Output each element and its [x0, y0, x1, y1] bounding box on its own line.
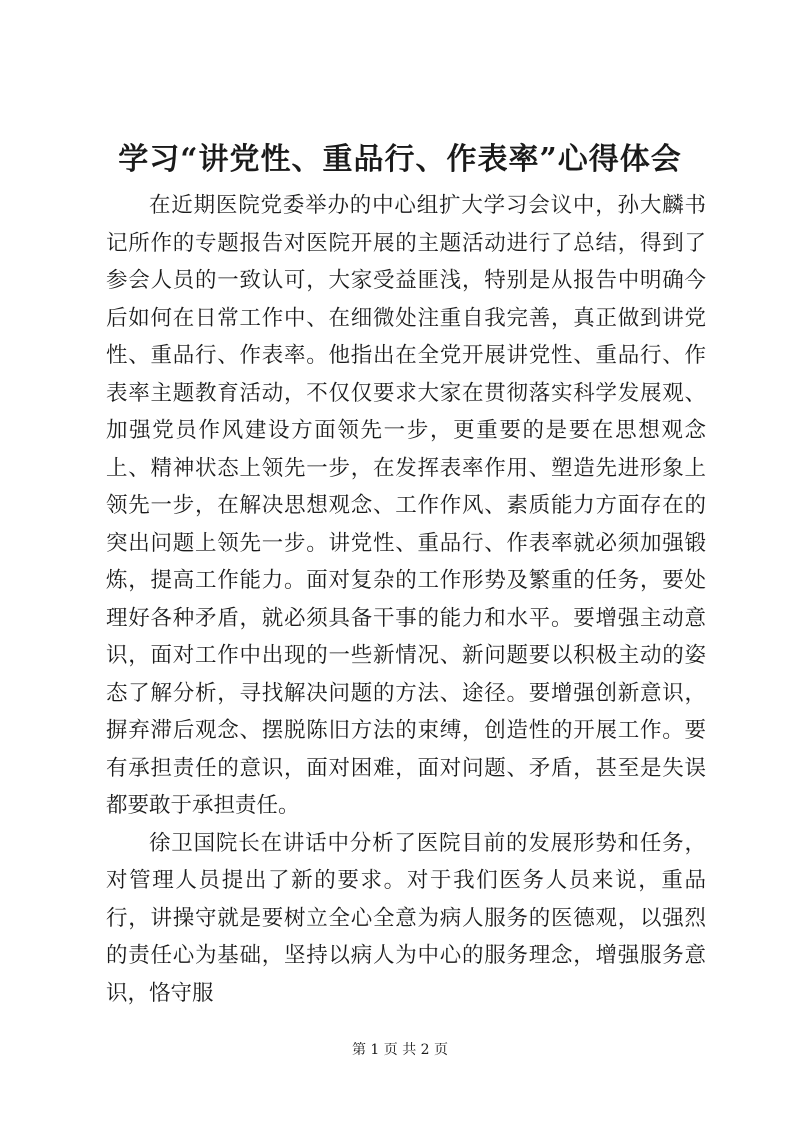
page-footer: 第 1 页 共 2 页	[351, 1042, 449, 1058]
paragraph-1: 在近期医院党委举办的中心组扩大学习会议中，孙大麟书记所作的专题报告对医院开展的主题活动进行了总结，得到了参会人员的一致认可，大家受益匪浅，特别是从报告中明确今后如何在日常工作中、在细微处注重自我完善，真正做到讲党性、重品行、作表率。他指出在全党开展讲党性、重品行、作表率主题教育活动，不仅仅要求大家在贯彻落实科学发展观、加强党员作风建设方面领先一步，更重要的是要在思想观念上、精神状态上领先一步，在发挥表率作用、塑造先进形象上领先一步，在解决思想观念、工作作风、素质能力方面存在的突出问题上领先一步。讲党性、重品行、作表率就必须加强锻炼，提高工作能力。面对复杂的工作形势及繁重的任务，要处理好各种矛盾，就必须具备干事的能力和水平。要增强主动意识，面对工作中出现的一些新情况、新问题要以积极主动的姿态了解分析，寻找解决问题的方法、途径。要增强创新意识，摒弃滞后观念、摆脱陈旧方法的束缚，创造性的开展工作。要有承担责任的意识，面对困难，面对问题、矛盾，甚至是失误都要敢于承担责任。	[106, 193, 706, 818]
document-body	[106, 187, 706, 1012]
paragraph-2: 徐卫国院长在讲话中分析了医院目前的发展形势和任务，对管理人员提出了新的要求。对于我们医务人员来说，重品行，讲操守就是要树立全心全意为病人服务的医德观，以强烈的责任心为基础，坚持以病人为中心的服务理念，增强服务意识，恪守服	[106, 830, 706, 1006]
document-title: 学习“讲党性、重品行、作表率”心得体会	[118, 142, 682, 177]
